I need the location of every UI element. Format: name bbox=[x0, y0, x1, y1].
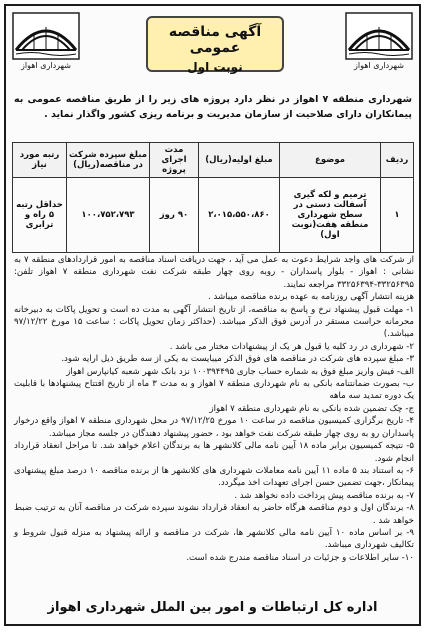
table-header-row bbox=[13, 143, 414, 178]
intro-paragraph: شهرداری منطقه ۷ اهواز در نظر دارد پروژه های زیر را از طریق مناقصه عمومی به پیمانکاران دارای صلاحیت از سازمان مدیریت و برنامه ریزی کشور واگذار نماید . bbox=[14, 94, 412, 120]
table-cell: حداقل رتبه ۵ راه و ترابری bbox=[13, 178, 67, 253]
footer-signature: اداره کل ارتباطات و امور بین الملل شهرداری اهواز bbox=[47, 600, 378, 615]
body-paragraph: هزینه انتشار آگهی روزنامه به عهده برنده مناقصه میباشد . bbox=[207, 292, 414, 303]
body-paragraph: ۷- به برنده مناقصه پیش پرداخت داده نخواهد شد . bbox=[234, 490, 414, 501]
notice-header bbox=[6, 6, 419, 84]
table-cell: ۲،۰۱۵،۵۵۰،۸۶۰ bbox=[199, 178, 280, 253]
table-cell: ۹۰ روز bbox=[150, 178, 199, 253]
notice-body bbox=[14, 254, 414, 564]
body-paragraph: ۲- شهرداری در رد کلیه یا قبول هر یک از پیشنهادات مختار می باشد . bbox=[169, 341, 414, 352]
notice-title: آگهی مناقصه عمومی bbox=[168, 24, 262, 56]
body-paragraph: ۱۰- سایر اطلاعات و جزئیات در اسناد مناقصه مندرج شده است. bbox=[186, 552, 414, 563]
table-cell: ۱ bbox=[381, 178, 414, 253]
body-paragraph: ۴- تاریخ برگزاری کمیسیون مناقصه در ساعت ۱۰ مورخ ۹۷/۱۲/۲۵ در محل شهرداری منطقه ۷ اهواز واقع درخوار پاسداران رو به روی چهار طبقه شرکت نفت خواهد بود ، حضور پیشنهاد دهندگان در جلسه مجاز میباشد. bbox=[14, 416, 414, 439]
logo-caption: شهرداری اهواز bbox=[354, 61, 404, 70]
body-paragraph: ج- چک تضمین شده بانکی به نام شهرداری منطقه ۷ اهواز bbox=[209, 403, 414, 414]
column-header: موضوع bbox=[280, 143, 381, 178]
body-paragraph: ۶- به استناد بند ۵ ماده ۱۱ آیین نامه معاملات شهرداری های کلانشهر ها از برنده مناقصه ۱۰ درصد مبلغ پیشنهادی پیمانکار ،جهت تضمین حسن اجرای تعهدات اخذ میگردد. bbox=[14, 465, 414, 489]
tender-notice bbox=[4, 4, 421, 626]
municipality-logo-right bbox=[345, 12, 413, 74]
column-header: مبلغ اولیه(ریال) bbox=[199, 143, 280, 178]
body-paragraph: ۸- برندگان اول و دوم مناقصه هرگاه حاضر به انعقاد قرارداد نشوند سپرده شرکت در مناقصه آنان به ترتیب ضبط خواهد شد . bbox=[14, 503, 414, 526]
body-paragraph: ۵- نتیجه کمیسیون برابر ماده ۱۸ آیین نامه مالی کلانشهر ها به برندگان اعلام خواهد شد. تا مراحل انعقاد قرارداد انجام شود. bbox=[14, 441, 414, 464]
bridge-logo-icon bbox=[345, 12, 413, 60]
title-box bbox=[146, 16, 284, 72]
municipality-logo-left bbox=[12, 12, 80, 74]
body-paragraph: ۱- مهلت قبول پیشنهاد نرخ و پاسخ به مناقصه، از تاریخ انتشار آگهی به مدت ده است و تحویل پاکات به دبیرخانه محرمانه حراست مستقر در آدرس فوق الذکر میباشد. (حداکثر زمان تحویل پاکات : ساعت ۱۵ مورخ ۹۷/۱۲/۲۲ میباشد.) bbox=[14, 304, 414, 340]
body-paragraph: الف- فیش واریز مبلغ فوق به شماره حساب جاری ۱۰۰۳۹۴۴۹۵ نزد بانک شهر شعبه کیانپارس اهواز bbox=[66, 366, 414, 377]
table-row bbox=[13, 178, 414, 253]
notice-subtitle: نوبت اول bbox=[187, 60, 243, 74]
column-header: رتبه مورد نیاز bbox=[13, 143, 67, 178]
body-paragraph: ب- بصورت ضمانتنامه بانکی به نام شهرداری منطقه ۷ اهواز و به مدت ۳ ماه از تاریخ افتتاح پیشنهادها با قابلیت یک دوره تمدید سه ماهه bbox=[14, 379, 414, 402]
body-paragraph: ۳- مبلغ سپرده های شرکت در مناقصه های فوق الذکر میبایست به یکی از سه طریق ذیل ارایه شود. bbox=[61, 354, 414, 365]
body-paragraph: ۹- بر اساس ماده ۱۰ آیین نامه مالی کلانشهر ها، شرکت در مناقصه و ارائه پیشنهاد به منزله قبول شروط و تکالیف شهرداری میباشد. bbox=[14, 527, 414, 551]
column-header: ردیف bbox=[381, 143, 414, 178]
bridge-logo-icon bbox=[12, 12, 80, 60]
column-header: مبلغ سپرده شرکت در مناقصه(ریال) bbox=[67, 143, 150, 178]
column-header: مدت اجرای پروژه bbox=[150, 143, 199, 178]
body-paragraph: از شرکت های واجد شرایط دعوت به عمل می آید ، جهت دریافت اسناد مناقصه به امور قراردادهای منطقه ۷ به نشانی : اهواز - بلوار پاسداران - روبه روی چهار طبقه شرکت نفت شهرداری منطقه ۷ اهواز تلفن: ۳۳۲۵۶۳۹۵-۳۳۲۵۶۳۹۴ مراجعه نمایند. bbox=[14, 255, 415, 290]
logo-caption: شهرداری اهواز bbox=[21, 61, 71, 70]
tender-table bbox=[12, 142, 414, 253]
table-cell: ترمیم و لکه گیری آسفالت دستی در سطح شهرداری منطقه هفت(نوبت اول) bbox=[280, 178, 381, 253]
table-cell: ۱۰۰،۷۵۲،۷۹۳ bbox=[67, 178, 150, 253]
